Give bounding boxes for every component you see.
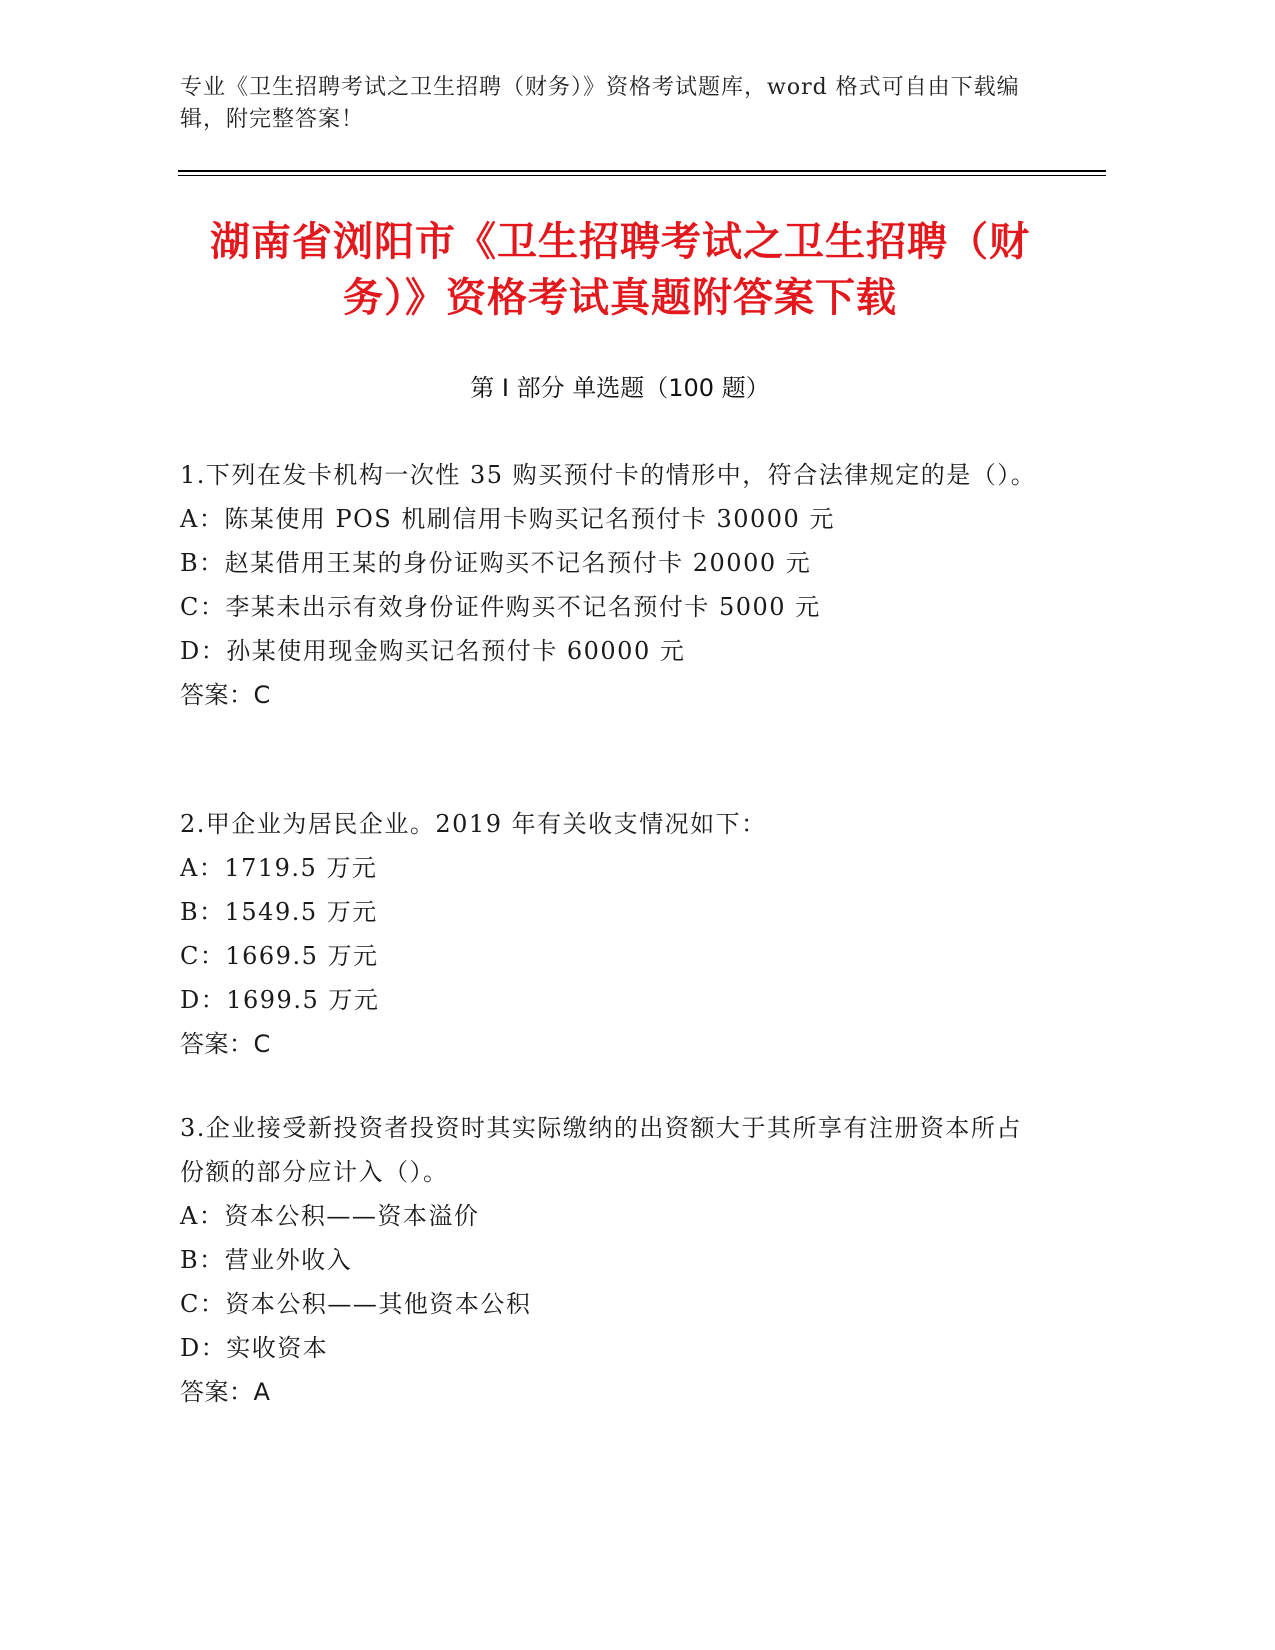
- question-stem: 2.甲企业为居民企业。2019 年有关收支情况如下：: [180, 810, 767, 838]
- section-title: 第 I 部分 单选题（100 题）: [470, 374, 770, 402]
- question-3: [180, 1106, 1040, 1414]
- option-d: D：1699.5 万元: [180, 986, 380, 1014]
- option-c: C：资本公积——其他资本公积: [180, 1290, 532, 1318]
- header-divider-thin: [178, 175, 1106, 176]
- answer: 答案：C: [180, 681, 271, 709]
- option-c: C：1669.5 万元: [180, 942, 379, 970]
- question-1: [180, 453, 1040, 717]
- question-stem: 3.企业接受新投资者投资时其实际缴纳的出资额大于其所享有注册资本所占份额的部分应计入（）。: [180, 1114, 1022, 1186]
- answer: 答案：C: [180, 1030, 271, 1058]
- option-a: A：1719.5 万元: [180, 854, 378, 882]
- header-divider-thick: [178, 170, 1106, 172]
- option-c: C：李某未出示有效身份证件购买不记名预付卡 5000 元: [180, 593, 821, 621]
- option-d: D：孙某使用现金购买记名预付卡 60000 元: [180, 637, 686, 665]
- option-b: B：营业外收入: [180, 1246, 353, 1274]
- document-title: 湖南省浏阳市《卫生招聘考试之卫生招聘（财务）》资格考试真题附答案下载: [210, 219, 1030, 321]
- option-a: A：资本公积——资本溢价: [180, 1202, 480, 1230]
- header-note: 专业《卫生招聘考试之卫生招聘（财务）》资格考试题库，word 格式可自由下载编辑，附完整答案！: [180, 75, 1020, 132]
- option-b: B：1549.5 万元: [180, 898, 378, 926]
- question-stem: 1.下列在发卡机构一次性 35 购买预付卡的情形中，符合法律规定的是（）。: [180, 461, 1037, 489]
- option-b: B：赵某借用王某的身份证购买不记名预付卡 20000 元: [180, 549, 812, 577]
- answer: 答案：A: [180, 1378, 271, 1406]
- option-d: D：实收资本: [180, 1334, 329, 1362]
- option-a: A：陈某使用 POS 机刷信用卡购买记名预付卡 30000 元: [180, 505, 835, 533]
- question-2: [180, 802, 1040, 1066]
